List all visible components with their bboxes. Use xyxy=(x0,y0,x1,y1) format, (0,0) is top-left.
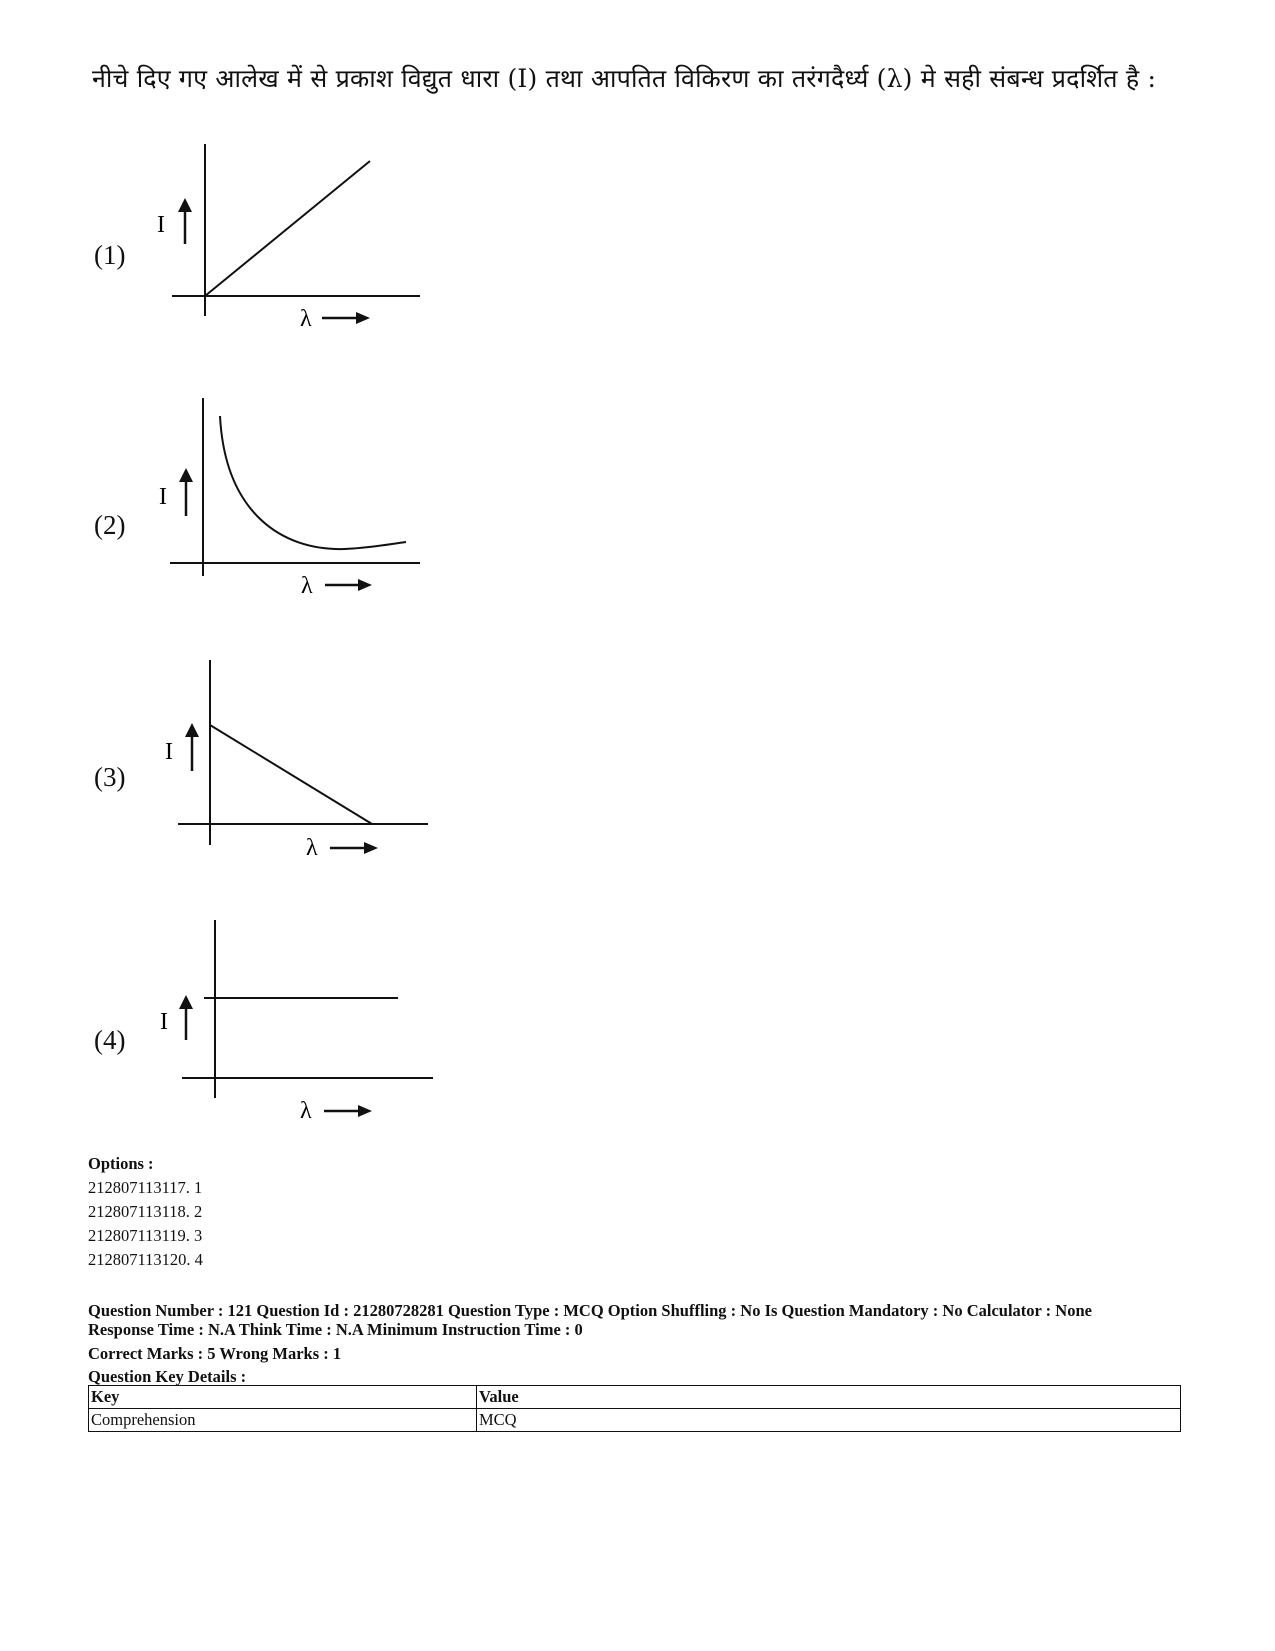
decreasing-line xyxy=(210,725,372,824)
graph-2-chart xyxy=(150,396,450,606)
increasing-line xyxy=(205,161,370,296)
option-item-4: 212807113120. 4 xyxy=(88,1250,203,1269)
x-axis-label: λ xyxy=(300,1098,312,1124)
options-title: Options : xyxy=(88,1154,154,1173)
y-arrow-head-icon xyxy=(178,198,192,212)
y-axis-label: I xyxy=(165,739,173,765)
table-cell-key: Comprehension xyxy=(89,1409,477,1432)
graph-label-4: (4) xyxy=(94,1025,126,1055)
graph-1-chart xyxy=(150,136,450,346)
graph-3-chart xyxy=(150,657,450,867)
x-arrow-head-icon xyxy=(358,1105,372,1117)
table-header-key: Key xyxy=(89,1386,477,1409)
option-item-2: 212807113118. 2 xyxy=(88,1202,203,1221)
x-axis-label: λ xyxy=(306,835,318,861)
y-arrow-head-icon xyxy=(185,723,199,737)
table-header-row xyxy=(89,1386,1181,1409)
key-details-table xyxy=(88,1385,1181,1432)
graph-label-3: (3) xyxy=(94,762,126,792)
decreasing-curve xyxy=(220,416,406,549)
graph-label-2: (2) xyxy=(94,510,126,540)
question-text: नीचे दिए गए आलेख में से प्रकाश विद्युत धारा (I) तथा आपतित विकिरण का तरंगदैर्ध्य (λ) मे सही संबन्ध प्रदर्शित है : xyxy=(92,64,1157,93)
key-details-title: Question Key Details : xyxy=(88,1367,247,1386)
marks-line: Correct Marks : 5 Wrong Marks : 1 xyxy=(88,1344,342,1363)
graph-4-chart xyxy=(150,918,450,1128)
y-axis-label: I xyxy=(157,212,165,238)
y-arrow-head-icon xyxy=(179,468,193,482)
table-cell-value: MCQ xyxy=(477,1409,1181,1432)
x-arrow-head-icon xyxy=(364,842,378,854)
table-row xyxy=(89,1409,1181,1432)
x-arrow-head-icon xyxy=(358,579,372,591)
x-axis-label: λ xyxy=(300,306,312,332)
x-axis-label: λ xyxy=(301,573,313,599)
y-axis-label: I xyxy=(160,1009,168,1035)
option-item-3: 212807113119. 3 xyxy=(88,1226,203,1245)
y-axis-label: I xyxy=(159,484,167,510)
x-arrow-head-icon xyxy=(356,312,370,324)
question-meta-line-2: Response Time : N.A Think Time : N.A Minimum Instruction Time : 0 xyxy=(88,1320,583,1339)
y-arrow-head-icon xyxy=(179,995,193,1009)
table-header-value: Value xyxy=(477,1386,1181,1409)
question-meta-line-1: Question Number : 121 Question Id : 21280728281 Question Type : MCQ Option Shuffling : No Is Question Mandatory : No Calculator : None xyxy=(88,1301,1092,1320)
option-item-1: 212807113117. 1 xyxy=(88,1178,203,1197)
graph-label-1: (1) xyxy=(94,240,126,270)
